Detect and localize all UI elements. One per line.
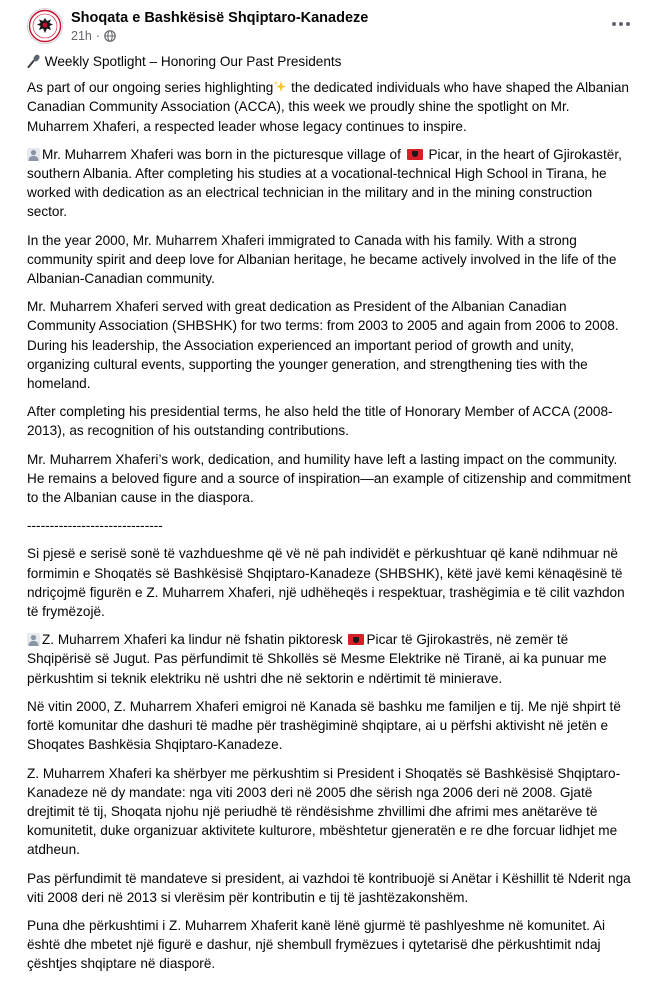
en-paragraph-4: Mr. Muharrem Xhaferi served with great dedication as President of the Albanian Canadian Community Association (SHBSHK) for two terms: from 2003 to 2005 and again from 2006 to 2008. During his leadership, the Association experienced an important period of growth and unity, organizing cultural events, supporting the younger generation, and strengthening ties with the homeland. [27,299,619,392]
page-name-link[interactable]: Shoqata e Bashkësisë Shqiptaro-Kanadeze [71,10,369,26]
sq-p2-text-b: Picar të Gjirokastrës, në zemër të Shqipërisë së Jugut. Pas përfundimit të Shkollës së Mesme Elektrike në Tiranë, ai ka punuar me përkushtim si teknik elektriku në ushtri dhe në sektorin e ndërtimit të minierave. [27,632,607,686]
albania-flag-icon [407,149,423,160]
association-logo-icon [28,9,62,43]
post-header [27,8,635,48]
post-meta [71,29,116,43]
en-paragraph-1 [27,78,633,136]
meta-separator: · [95,29,101,43]
en-p1-text-b: the dedicated individuals who have shaped the Albanian Canadian Community Association (ACCA), this week we proudly shine the spotlight on Mr. Muharrem Xhaferi, a respected leader whose legacy continues to inspire. [27,80,629,134]
post-title [27,52,633,71]
sq-paragraph-5: Pas përfundimit të mandateve si president, ai vazhdoi të kontribuojë si Anëtar i Këshillit të Nderit nga viti 2008 deri në 2013 si vlerësim për kontributin e tij të jashtëzakonshëm. [27,870,631,905]
post-timestamp[interactable]: 21h [71,29,92,43]
en-p1-text-a: As part of our ongoing series highlighting [27,80,274,96]
language-divider: ------------------------------ [27,518,163,534]
en-paragraph-5: After completing his presidential terms, he also held the title of Honorary Member of ACCA (2008-2013), as recognition of his outstanding contributions. [27,404,613,439]
post-body [27,52,633,983]
sq-paragraph-6: Puna dhe përkushtimi i Z. Muharrem Xhaferit kanë lënë gjurmë të pashlyeshme në komunitet. Ai është dhe mbetet një figurë e dashur, një shembull frymëzues i qytetarisë dhe përkushtimit ndaj çështjes shqiptare në diasporë. [27,917,606,972]
en-p2-text-b: Picar, in the heart of Gjirokastër, southern Albania. After completing his studies at a vocational-technical High School in Tirana, he worked with dedication as an electrical technician in the military and in the mining construction sector. [27,146,622,220]
page-avatar[interactable] [27,8,63,44]
en-paragraph-6: Mr. Muharrem Xhaferi’s work, dedication, and humility have left a lasting impact on the community. He remains a beloved figure and a source of inspiration—an example of citizenship and commitment to the Albanian cause in the diaspora. [27,451,631,506]
sq-paragraph-3: Në vitin 2000, Z. Muharrem Xhaferi emigroi në Kanada së bashku me familjen e tij. Me një shpirt të fortë komunitar dhe dashuri të madhe për trashëgiminë shqiptare, ai u përfshi aktivisht në jetën e Shoqates Bashkësia Shqiptaro-Kanadeze. [27,698,621,753]
en-paragraph-2 [27,145,633,222]
sq-p2-text-a: Z. Muharrem Xhaferi ka lindur në fshatin piktoresk [42,632,347,648]
bust-silhouette-icon [27,633,40,646]
sq-paragraph-4: Z. Muharrem Xhaferi ka shërbyer me përkushtim si President i Shoqatës së Bashkësisë Shqiptaro-Kanadeze në dy mandate: nga viti 2003 deri në 2005 dhe sërish nga 2006 deri në 2008. Gjatë drejtimit të tij, Shoqata njohu një periudhë të rëndësishme zhvillimi dhe afrimi mes anëtarëve të komunitetit, duke organizuar aktivitete kulturore, mbështetur gjeneratën e re dhe forcuar lidhjet me atdheun. [27,765,621,858]
globe-icon[interactable] [104,30,116,42]
sq-paragraph-2 [27,630,633,688]
albania-flag-icon [348,634,364,645]
en-p2-text-a: Mr. Muharrem Xhaferi was born in the picturesque village of [42,146,405,162]
more-options-icon [612,22,616,26]
sq-paragraph-1: Si pjesë e serisë sonë të vazhdueshme që vë në pah individët e përkushtuar që kanë ndihmuar në formimin e Shoqatës së Bashkësisë Shqiptaro-Kanadeze (SHBSHK), këtë javë kemi kënaqësinë të ndriçojmë figurën e Z. Muharrem Xhaferi, një udhëheqës i respektuar, trashëgimia e të cilit vazhdon të frymëzojë. [27,546,625,620]
bust-silhouette-icon [27,148,40,161]
en-paragraph-3: In the year 2000, Mr. Muharrem Xhaferi immigrated to Canada with his family. With a strong community spirit and deep love for Albanian heritage, he became actively involved in the life of the Albanian-Canadian community. [27,232,617,287]
more-options-button[interactable] [607,14,635,34]
microphone-icon [27,54,41,68]
sparkles-icon [273,80,287,94]
title-text: Weekly Spotlight – Honoring Our Past Presidents [44,54,342,69]
